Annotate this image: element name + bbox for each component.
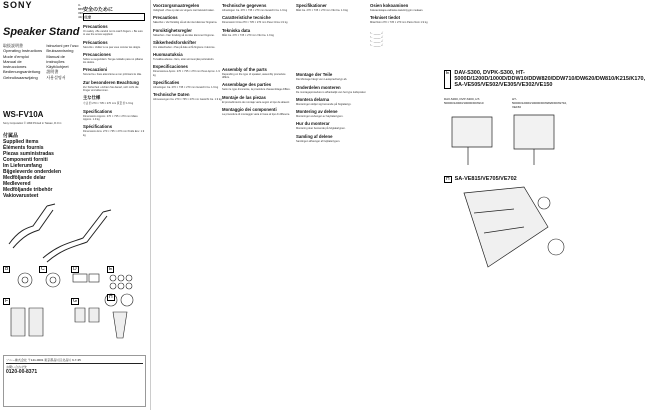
section <box>222 28 294 37</box>
section-heading: Tekniset tiedot <box>370 15 401 21</box>
section-body: Sobre su seguridad • Tenga cuidado para no pillarse los dedos. <box>83 57 144 65</box>
doc-code: 3-865-330-41(1) <box>78 3 86 19</box>
section-heading: Zur besonderen Beachtung <box>83 79 139 85</box>
section <box>153 92 223 101</box>
wall-speaker-illustration <box>444 183 574 273</box>
section-heading: Tekniska data <box>222 27 251 33</box>
language-label: 取扱説明書 <box>3 43 23 48</box>
section-body: Selon le type d'enceinte, la procédure d'assemblage diffère. <box>222 88 291 92</box>
section-body: Montering sker beroende på högtalartypen. <box>296 127 346 131</box>
section-body: Dimensions Approx. 270 × 735 × 270 mm Mass Approx. 1.9 kg <box>83 114 138 121</box>
section <box>83 40 145 49</box>
language-label: 사용설명서 <box>46 74 66 80</box>
copyright: Sony Corporation © 1999 Printed in Taiwan, R.O.C. <box>3 122 63 126</box>
section-heading: Spécifications <box>83 124 113 130</box>
section <box>222 67 294 80</box>
model-number: WS-FV10A <box>3 110 44 120</box>
section-body: Sécurité • Veillez à ne pas vous coincer les doigts. <box>83 45 141 49</box>
section-body: Dimensiones Aprox. 270 × 735 × 270 mm Peso Aprox. 1.9 kg <box>153 70 220 77</box>
language-label: Manual de instruções <box>46 53 66 64</box>
language-label: Istruzioni per l'uso <box>46 43 79 48</box>
section-body: Sikkerhet • Vær forsiktig så du ikke klemmer fingrene. <box>153 33 215 37</box>
section <box>222 15 294 24</box>
figure-label-b: B <box>5 266 9 272</box>
section-heading: Specificaties <box>153 80 180 86</box>
section <box>83 52 145 65</box>
section-heading: Specifications <box>83 108 113 114</box>
language-label: Manual de instrucciones <box>3 58 27 70</box>
section <box>83 67 145 76</box>
language-label: 説明書 <box>46 69 59 75</box>
supplied-heading: Medlevered <box>3 181 31 188</box>
section-heading: Caratteristiche tecniche <box>222 15 271 21</box>
section-body: El procedimiento de montaje varía según el tipo de altavoz. <box>222 100 291 104</box>
supplied-heading: Vakiovarusteet <box>3 193 39 200</box>
mounting-illustration <box>444 109 574 169</box>
figure-label-h: H <box>109 294 113 300</box>
section-heading: Onderdelen monteren <box>296 84 341 90</box>
section <box>222 95 294 104</box>
section <box>153 15 223 24</box>
section-body: Veiligheid • Pas op dat uw vingers niet bekneld raken. <box>153 9 215 12</box>
section <box>153 80 223 89</box>
section-body: Afmetingen Ca. 270 × 735 × 270 mm Gewicht Ca. 1.9 kg <box>153 86 219 90</box>
languages-right <box>46 43 81 80</box>
section-heading: Montaggio dei componenti <box>222 107 277 113</box>
section <box>222 82 294 91</box>
figure-label-e-models: E <box>444 70 451 89</box>
checklist <box>370 31 442 47</box>
section-heading: Sikkerhedsforskrifter <box>153 39 197 45</box>
section-heading: Technische gegevens <box>222 3 267 8</box>
section-body: Afmetingen Ca. 270 × 735 × 270 mm Gewicht Ca. 1.9 kg <box>222 9 288 12</box>
specs-column <box>222 0 294 410</box>
section <box>296 121 368 130</box>
section-body: Monteringen avhenger av høyttalertypen. <box>296 115 344 119</box>
section <box>296 85 368 94</box>
language-label: Operating Instructions <box>3 48 43 54</box>
figure-label-c: C <box>41 266 45 272</box>
supplied-heading: 付属品 <box>3 133 19 140</box>
section-body: 寸法 約 270 × 735 × 270 mm 質量 約 1.9 kg <box>83 102 134 106</box>
language-label: Bruksanvisning <box>46 48 74 54</box>
checklist-row: ㄴ ____ ✓ <box>370 34 384 39</box>
section-heading: Technische Daten <box>153 92 190 98</box>
footer-phone: 0120-00-8371 <box>6 368 38 375</box>
section <box>296 3 368 12</box>
section-body: Depending on the type of speaker, assembly procedure differs. <box>222 72 286 80</box>
section-body: Monteringen skiljer sig beroende på högtalartyp. <box>296 102 352 106</box>
section <box>83 95 145 105</box>
figure-label-g: G <box>73 298 77 304</box>
section-body: Mitat Noin 270 × 735 × 270 mm Paino Noin 1.9 kg <box>370 21 428 25</box>
section-heading: Montaje de las piezas <box>222 94 266 100</box>
supplied-heading: Bijgeleverde onderdelen <box>3 169 62 176</box>
section-heading: Precauciones <box>83 51 111 57</box>
section-heading: Précautions <box>83 39 108 45</box>
figure-label-f: F <box>5 298 9 304</box>
supplied-heading: Im Lieferumfang <box>3 163 42 170</box>
page-title: Speaker Stand <box>3 26 80 38</box>
checklist-row: ㄴ ____ ✓ <box>370 38 384 43</box>
section-heading: Montering av delene <box>296 109 338 115</box>
section-body: Mått Ca. 270 × 735 × 270 mm Vikt Ca. 1.9 kg <box>222 33 274 37</box>
supplied-heading: Piezas suministradas <box>3 151 54 158</box>
warning-label: 注意 <box>85 15 92 19</box>
checklist-row: ㄴ ____ ✓ <box>370 30 384 35</box>
section-body: Mått Ca. 270 × 735 × 270 mm Vikt Ca. 1.9 kg <box>296 9 348 12</box>
supplied-items-list <box>3 133 81 199</box>
section-heading: Montage der Teile <box>296 72 333 78</box>
checklist-row: ㄴ ____ ✓ <box>370 42 384 47</box>
assembly-column <box>296 0 368 410</box>
section-heading: Montera delarna <box>296 96 330 102</box>
supplied-heading: Supplied items <box>3 139 39 146</box>
section-body: Dimensions Env. 270 × 735 × 270 mm Poids Env. 1.9 kg <box>83 130 145 137</box>
section <box>83 80 145 93</box>
figure-label-h-models: H <box>446 175 450 182</box>
section-body: Samlingen afhænger af højttalertypen. <box>296 139 341 143</box>
section <box>370 3 442 12</box>
section-body: Kokoamistapa vaihtelee kaiutintyypin mukaan. <box>370 9 424 12</box>
brand-logo: SONY <box>3 0 33 10</box>
language-label: Gebruiksaanwijzing <box>3 74 38 80</box>
section <box>222 3 294 12</box>
language-label: Mode d'emploi <box>3 53 29 59</box>
section-body: Dimensioni Circa 270 × 735 × 270 mm Peso Circa 1.9 kg <box>222 21 288 25</box>
section <box>83 109 145 122</box>
languages-left <box>3 43 42 80</box>
section-heading: Assembly of the parts <box>222 66 267 72</box>
footer-contact-label: お問い合わせ先 <box>6 364 28 369</box>
section <box>153 3 223 12</box>
figure-label-e: E <box>109 266 113 272</box>
section-heading: 主な仕様 <box>83 95 101 101</box>
section-body: Abmessungen Ca. 270 × 735 × 270 mm Gewicht Ca. 1.9 kg <box>153 98 222 102</box>
section-body: On safety • Be careful not to catch fingers. • Be sure to use the screw supplied. <box>83 30 143 37</box>
section <box>296 134 368 143</box>
language-label: Käyttöohjeet <box>46 64 69 70</box>
safety-title: 安全のために <box>83 7 114 13</box>
section <box>296 72 368 81</box>
model-group-e: DAV-S300, DVPK-S300, HT-5000D/1200D/1000D/DDW10/DDW820/DDW710/DW620/DW810/K215/K170, SA-VE505/VE502/VE305/VE302/VE150 <box>454 70 645 89</box>
section <box>370 15 442 24</box>
section-heading: Voorzorgsmaatregelen <box>153 3 200 8</box>
safety-column-1 <box>83 0 145 410</box>
section-heading: Precauzioni <box>83 67 108 73</box>
section-heading: Osien kokoaminen <box>370 3 409 8</box>
figure-label-d: D <box>73 266 77 272</box>
section <box>296 109 368 118</box>
small-caption: DAV-S300, DVP-S300, HT-5000D/1200D/1000D/DDW10 <box>444 96 484 105</box>
section <box>222 107 294 116</box>
section-heading: Especificaciones <box>153 64 188 70</box>
section-heading: Specifikationer <box>296 3 327 8</box>
safety-column-2 <box>150 0 223 410</box>
section-body: Zur Sicherheit • Achten Sie darauf, sich nicht die Finger einzuklemmen. <box>83 85 139 93</box>
section <box>83 24 145 37</box>
footer-address: ソニー株式会社 〒141-0001 東京都品川区北品川 6-7-35 <box>6 358 81 362</box>
section-body: Die Montage hängt vom Lautsprechertyp ab. <box>296 78 348 82</box>
section <box>296 97 368 106</box>
section-heading: Hur du monterar <box>296 121 330 127</box>
section-body: Turvallisuudesta • Varo, ettei sormesi jää puristuksiin. <box>153 58 215 62</box>
supplied-heading: Medföljande delar <box>3 175 46 182</box>
section-body: Om sikkerheden • Pas på ikke at få fingrene i klemme. <box>153 45 216 49</box>
models-column <box>444 0 645 410</box>
section-heading: Huomautuksia <box>153 52 183 58</box>
section-heading: Forsiktighetsregler <box>153 27 192 33</box>
section <box>153 64 223 77</box>
warning-box <box>83 13 145 21</box>
section <box>83 124 145 137</box>
model-group-h: SA-VE815/VE705/VE702 <box>454 175 517 182</box>
section-body: La procedura di montaggio varia in base al tipo di diffusore. <box>222 113 291 117</box>
small-caption: HT-5000D/1200D/1000D/DDW820/DDW710, VE150 <box>512 96 568 109</box>
section-heading: Precautions <box>153 15 178 21</box>
section-heading: Samling af delene <box>296 133 333 139</box>
section <box>153 28 223 37</box>
section-heading: Precautions <box>83 24 108 29</box>
section-heading: Assemblage des parties <box>222 82 272 88</box>
section-body: Säkerhet • Var försiktig så att du inte klämmer fingrarna. <box>153 21 218 25</box>
section <box>153 40 223 49</box>
supplied-heading: Éléments fournis <box>3 145 44 152</box>
finnish-column <box>370 0 442 410</box>
section-body: Sicurezza • Fare attenzione a non pizzicarsi le dita. <box>83 73 142 77</box>
section-body: De montageprocedure is afhankelijk van het type luidspreker. <box>296 90 367 94</box>
section <box>153 52 223 61</box>
language-label: Bedienungsanleitung <box>3 69 41 75</box>
supplied-heading: Medföljande tribehör <box>3 187 53 194</box>
supplied-heading: Componenti forniti <box>3 157 48 164</box>
